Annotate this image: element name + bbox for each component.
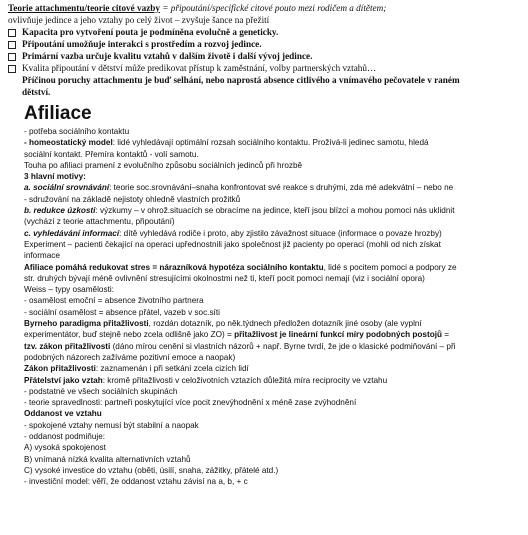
text-line: - podstatné ve všech sociálních skupinách <box>24 386 178 396</box>
text-span: : teorie soc.srovnávání–snaha konfrontovat své reakce s druhými, zda mé adekvátní – nebo ne <box>109 183 454 193</box>
motive-c-term: c. vyhledávání informací <box>24 228 120 238</box>
bullet-text: Primární vazba určuje kvalitu vztahů v dalším životě i další vývoj jedince. <box>22 51 313 61</box>
checkbox-bullet-icon <box>8 53 16 61</box>
text-line: B) vnímaná nízká kvalita alternativních vztahů <box>24 454 191 464</box>
text-line: - potřeba sociálního kontaktu <box>24 127 130 136</box>
text-line: - sociální osamělost = absence přátel, vazeb v soc.síti <box>24 307 220 317</box>
bullet-item <box>8 62 524 74</box>
afiliace-section <box>24 126 524 488</box>
buffer-hypothesis-term: Afiliace pomáhá redukovat stres = nárazníková hypotéza sociálního kontaktu <box>24 262 324 272</box>
text-line: C) vysoké investice do vztahu (oběti, úsilí, snaha, zážitky, přátelé atd.) <box>24 465 279 475</box>
checkbox-bullet-icon <box>8 41 16 49</box>
attachment-term: Teorie attachmentu/teorie citové vazby <box>8 3 160 13</box>
text-span: : kromě přitažlivosti v celoživotních vztazích důležitá míra reciprocity ve vztahu <box>102 375 388 385</box>
text-span: (dáno mírou cenění si vlastních názorů + např. Byrne tvrdí, že jde o klasické podmiňování – při <box>110 341 456 351</box>
attraction-law-term: tzv. zákon přitažlivosti <box>24 341 111 351</box>
text-line: - investiční model: věří, že oddanost vztahu závisí na a, b, + c <box>24 477 248 487</box>
linear-function-term: přitažlivost je lineární funkcí míry podobných postojů <box>234 330 442 340</box>
bullet-item <box>8 26 524 38</box>
bullet-text: Kvalita připoutání v dětství může predikovat přístup k zaměstnání, volby partnerských vztahů… <box>22 63 377 73</box>
attachment-definition-text: = připoutání/specifické citové pouto mezi rodičem a dítětem; <box>159 3 387 13</box>
text-line <box>24 341 524 352</box>
text-span: : zaznamenán i při setkání zcela cizích lidí <box>95 364 249 374</box>
text-line: - sdružování na základě nejistoty ohledně vlastních prožitků <box>24 194 241 204</box>
text-line <box>24 375 524 386</box>
attachment-definition <box>8 2 524 14</box>
bullet-item <box>8 38 524 50</box>
checkbox-bullet-icon <box>8 65 16 73</box>
text-line <box>24 318 524 329</box>
motive-b-term: b. redukce úzkosti <box>24 206 96 216</box>
byrne-paradigm-term: Byrneho paradigma přitažlivosti <box>24 319 149 329</box>
text-span: = <box>441 330 450 340</box>
text-line: (vychází z teorie attachmentu, připoutání) <box>24 217 175 227</box>
text-span: : dítě vyhledává rodiče i proto, aby zjistilo závažnost situace (informace o povaze hrozby) <box>119 228 442 238</box>
text-line: podobných názorech zažíváme pozitivní emoce a naopak) <box>24 352 236 362</box>
text-line: - teorie spravedlnosti: partneři poskytující více pocit znevýhodnění x méně zase zvýhodnění <box>24 398 357 408</box>
commitment-heading: Oddanost ve vztahu <box>24 409 102 419</box>
motives-heading: 3 hlavní motivy: <box>24 172 86 182</box>
attraction-law-term: Zákon přitažlivosti <box>24 364 96 374</box>
text-span: , lidé s pocitem pomoci a podpory ze <box>323 262 457 272</box>
motive-a-term: a. sociální srovnávání <box>24 183 110 193</box>
text-line: - spokojené vztahy nemusí být stabilní a naopak <box>24 420 199 430</box>
attachment-disorder-cause-end: dětství. <box>22 87 51 97</box>
attachment-influence: ovlivňuje jedince a jeho vztahy po celý život – zvyšuje šance na přežití <box>8 15 270 25</box>
text-line: A) vysoká spokojenost <box>24 443 106 453</box>
section-heading: Afiliace <box>24 103 92 124</box>
homeostatic-model-term: - homeostatický model <box>24 138 113 148</box>
text-line <box>24 228 524 239</box>
text-line <box>24 205 524 216</box>
text-span: : výzkumy – v ohrož.situacích se obracíme na jedince, kteří jsou blízcí a mohou pomoci nás uklidnit <box>95 206 455 216</box>
bullet-item <box>8 50 524 62</box>
text-line: Experiment – pacienti čekající na operaci upřednostnili jako společnost již pacienty po operaci (mohli od nich získat <box>24 239 441 249</box>
bullet-text: Připoutání umožňuje interakci s prostředím a rozvoj jedince. <box>22 39 262 49</box>
text-line: Touha po afiliaci pramení z evolučního způsobu sociálních jedinců při hrozbě <box>24 160 303 170</box>
attachment-disorder-cause: Příčinou poruchy attachmentu je buď selhání, nebo naprostá absence citlivého a vnímavého pečovatele v raném <box>22 75 460 85</box>
text-line <box>24 182 524 193</box>
bullet-text: Kapacita pro vytvoření pouta je podmíněna evolučně a geneticky. <box>22 27 279 37</box>
text-line <box>24 363 524 374</box>
text-line: str. druhých bývají méně ovlivnění stresujícími okolnostmi než ti, kteří pocit pomoci nemají (viz i sociální opora) <box>24 273 425 283</box>
text-line <box>24 137 524 148</box>
text-line: - oddanost podmiňuje: <box>24 432 106 442</box>
text-span: experimentátor, buď stejně nebo zcela odlišně jako ZO) = <box>24 330 235 340</box>
text-line <box>24 262 524 273</box>
text-span: : lidé vyhledávají optimální rozsah sociálního kontaktu. Prožívá-li jedinec samotu, hledá <box>112 138 429 148</box>
text-line: Weiss – typy osamělosti: <box>24 285 114 295</box>
text-line: informace <box>24 251 60 261</box>
text-line <box>24 329 524 340</box>
text-line: sociální kontakt. Přemíra kontaktů - volí samotu. <box>24 149 199 159</box>
attachment-section <box>8 2 524 98</box>
text-line: - osamělost emoční = absence životního partnera <box>24 296 204 306</box>
friendship-term: Přátelství jako vztah <box>24 375 103 385</box>
checkbox-bullet-icon <box>8 29 16 37</box>
text-span: , rozdán dotazník, po něk.týdnech předložen dotazník jiné osoby (ale vyplní <box>148 319 422 329</box>
